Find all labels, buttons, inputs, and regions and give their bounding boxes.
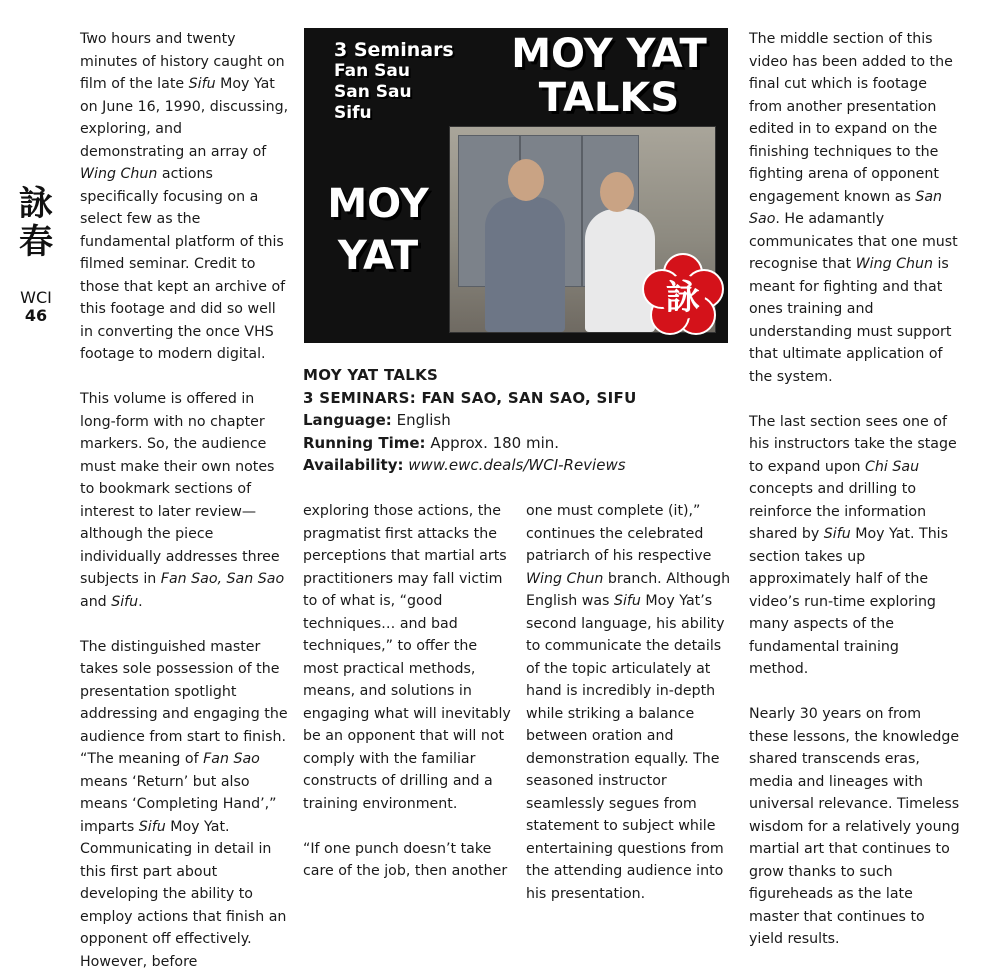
side-magazine-mark <box>12 185 60 325</box>
article-column-3 <box>526 500 734 905</box>
paragraph: exploring those actions, the pragmatist first attacks the perceptions that martial arts practitioners may fall victim to of what is, “good techniques… and bad techniques,” to offer the most practical methods, means, and solutions in engaging what will inevitably be an opponent that will not comply with the familiar constructs of drilling and a training environment. <box>303 500 511 815</box>
paragraph: Two hours and twenty minutes of history caught on film of the late Sifu Moy Yat on June 16, 1990, discussing, exploring, and demonstrating an array of Wing Chun actions specifically focusing on a select few as the fundamental platform of this filmed seminar. Credit to those that kept an archive of this footage and did so well in converting the once VHS footage to modern digital. <box>80 28 290 366</box>
dvd-cover-image <box>304 28 728 343</box>
paragraph: This volume is offered in long-form with no chapter markers. So, the audience must make their own notes to bookmark sections of interest to later review—although the piece individually addresses three subjects in Fan Sao, San Sao and Sifu. <box>80 388 290 613</box>
availability-row: Availability: www.ewc.deals/WCI-Reviews <box>303 454 733 477</box>
product-info <box>303 364 733 477</box>
paragraph: one must complete (it),” continues the celebrated patriarch of his respective Wing Chun branch. Although English was Sifu Moy Yat’s second language, his ability to communicate the details of the topic articulately at hand is incredibly in-depth while striking a balance between oration and demonstration equally. The seasoned instructor seamlessly segues from statement to subject while entertaining questions from the attending audience into his presentation. <box>526 500 734 905</box>
article-column-2 <box>303 500 511 883</box>
cover-seminar-list: 3 Seminars Fan Sau San Sau Sifu <box>334 40 464 124</box>
article-column-1 <box>80 28 290 973</box>
paragraph: The distinguished master takes sole possession of the presentation spotlight addressing and engaging the audience from start to finish. “The meaning of Fan Sao means ‘Return’ but also means ‘Completing Hand’,” imparts Sifu Moy Yat. Communicating in detail in this first part about developing the ability to employ actions that finish an opponent off effectively. However, before <box>80 636 290 973</box>
svg-text:詠: 詠 <box>666 278 700 318</box>
issue-number: 46 <box>12 307 60 325</box>
article-column-4 <box>749 28 961 951</box>
magazine-label: WCI <box>12 289 60 307</box>
cover-name: MOY YAT <box>308 178 448 282</box>
cover-title: MOY YAT TALKS <box>494 32 724 120</box>
paragraph: The middle section of this video has been added to the final cut which is footage from another presentation edited in to expand on the finishing techniques to the fighting arena of opponent engagement known as San Sao. He adamantly communicates that one must recognise that Wing Chun is meant for fighting and that ones training and understanding must support that ultimate application of the system. <box>749 28 961 388</box>
product-subtitle: 3 SEMINARS: FAN SAO, SAN SAO, SIFU <box>303 387 733 410</box>
product-title: MOY YAT TALKS <box>303 364 733 387</box>
availability-link[interactable]: www.ewc.deals/WCI-Reviews <box>408 456 625 474</box>
wing-chun-calligraphy: 詠 春 <box>12 185 60 261</box>
plum-blossom-logo <box>641 253 725 337</box>
paragraph: The last section sees one of his instructors take the stage to expand upon Chi Sau concepts and drilling to reinforce the information shared by Sifu Moy Yat. This section takes up approximately half of the video’s run-time exploring many aspects of the fundamental training method. <box>749 411 961 681</box>
paragraph: Nearly 30 years on from these lessons, the knowledge shared transcends eras, media and lineages with universal relevance. Timeless wisdom for a relatively young martial art that continues to grow thanks to such figureheads as the late master that continues to yield results. <box>749 703 961 951</box>
paragraph: “If one punch doesn’t take care of the job, then another <box>303 838 511 883</box>
running-time-row: Running Time: Approx. 180 min. <box>303 432 733 455</box>
language-row: Language: English <box>303 409 733 432</box>
